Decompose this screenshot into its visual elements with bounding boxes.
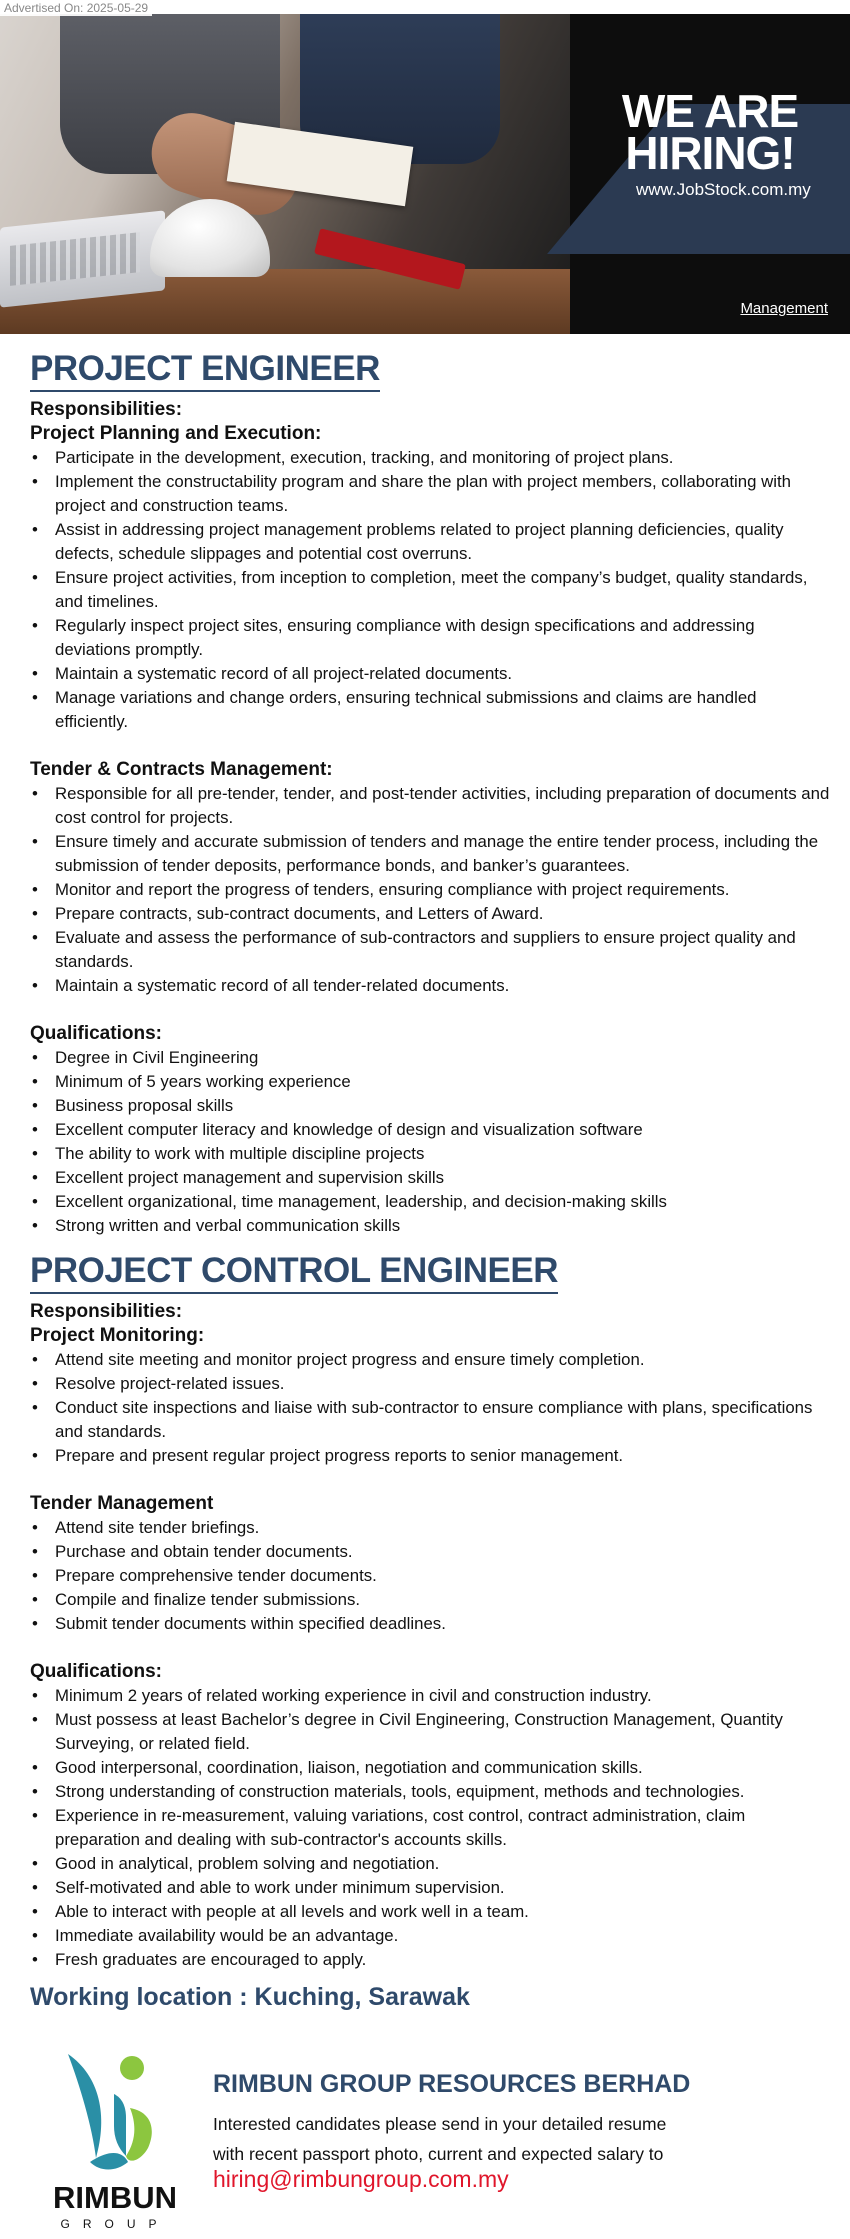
list-item: • Regularly inspect project sites, ensuring compliance with design specifications and addressing deviations promptly. (30, 614, 830, 662)
list-item: • Minimum 2 years of related working experience in civil and construction industry. (30, 1684, 830, 1708)
job1-responsibilities-heading: Responsibilities: (30, 399, 183, 420)
job1-section2-list (30, 782, 830, 998)
list-item: • Strong understanding of construction materials, tools, equipment, methods and technologies. (30, 1780, 830, 1804)
headline-line1: WE ARE (621, 85, 799, 137)
list-item: • Must possess at least Bachelor’s degree in Civil Engineering, Construction Management, Quantity Surveying, or related field. (30, 1708, 830, 1756)
job1-section1-heading: Project Planning and Execution: (30, 423, 322, 444)
list-item: • Able to interact with people at all levels and work well in a team. (30, 1900, 830, 1924)
list-item: • Evaluate and assess the performance of sub-contractors and suppliers to ensure project quality and standards. (30, 926, 830, 974)
company-name: RIMBUN GROUP RESOURCES BERHAD (213, 2070, 691, 2098)
logo-green-leaf (126, 2108, 152, 2161)
job2-section2-heading: Tender Management (30, 1493, 214, 1514)
job2-section2-list (30, 1516, 830, 1636)
engineers-photo (0, 14, 575, 334)
list-item: • Attend site meeting and monitor project progress and ensure timely completion. (30, 1348, 830, 1372)
apply-instructions-line2: with recent passport photo, current and expected salary to (213, 2144, 664, 2164)
list-item: • Excellent project management and supervision skills (30, 1166, 830, 1190)
job2-title: PROJECT CONTROL ENGINEER (30, 1250, 558, 1294)
list-item: • Implement the constructability program and share the plan with project members, collaborating with project and construction teams. (30, 470, 830, 518)
list-item: • Purchase and obtain tender documents. (30, 1540, 830, 1564)
list-item: • Maintain a systematic record of all project-related documents. (30, 662, 830, 686)
apply-email-link[interactable]: hiring@rimbungroup.com.my (213, 2166, 509, 2192)
hiring-banner (0, 14, 850, 334)
list-item: • Conduct site inspections and liaise with sub-contractor to ensure compliance with plans, specifications and standards. (30, 1396, 830, 1444)
list-item: • Maintain a systematic record of all tender-related documents. (30, 974, 830, 998)
list-item: • Minimum of 5 years working experience (30, 1070, 830, 1094)
list-item: • Prepare contracts, sub-contract documents, and Letters of Award. (30, 902, 830, 926)
list-item: • Prepare comprehensive tender documents. (30, 1564, 830, 1588)
list-item: • Good in analytical, problem solving and negotiation. (30, 1852, 830, 1876)
list-item: • Fresh graduates are encouraged to apply. (30, 1948, 830, 1972)
apply-instructions-line1: Interested candidates please send in your detailed resume (213, 2114, 667, 2134)
logo-wordmark: RIMBUN (53, 2180, 177, 2215)
list-item: • Resolve project-related issues. (30, 1372, 830, 1396)
logo-stem (114, 2094, 126, 2156)
headline-line2: HIRING! (625, 127, 795, 179)
list-item: • Degree in Civil Engineering (30, 1046, 830, 1070)
list-item: • Responsible for all pre-tender, tender, and post-tender activities, including preparation of documents and cost control for projects. (30, 782, 830, 830)
job2-qualifications-list (30, 1684, 830, 1972)
list-item: • Monitor and report the progress of tenders, ensuring compliance with project requirements. (30, 878, 830, 902)
job1-section1-list (30, 446, 830, 734)
list-item: • Good interpersonal, coordination, liaison, negotiation and communication skills. (30, 1756, 830, 1780)
job1-section2-heading: Tender & Contracts Management: (30, 759, 333, 780)
working-location: Working location : Kuching, Sarawak (30, 1983, 470, 2011)
job1-qualifications-list (30, 1046, 830, 1238)
list-item: • Assist in addressing project management problems related to project planning deficiencies, quality defects, schedule slippages and potential cost overruns. (30, 518, 830, 566)
job-description (30, 348, 830, 2012)
list-item: • Ensure timely and accurate submission of tenders and manage the entire tender process, including the submission of tender deposits, performance bonds, and banker’s guarantees. (30, 830, 830, 878)
list-item: • Experience in re-measurement, valuing variations, cost control, contract administration, claim preparation and dealing with sub-contractor's accounts skills. (30, 1804, 830, 1852)
list-item: • Attend site tender briefings. (30, 1516, 830, 1540)
rimbun-group-logo (30, 2046, 200, 2231)
job2-qualifications-heading: Qualifications: (30, 1661, 162, 1682)
list-item: • Submit tender documents within specified deadlines. (30, 1612, 830, 1636)
list-item: • Ensure project activities, from inception to completion, meet the company’s budget, quality standards, and timelines. (30, 566, 830, 614)
logo-teal-leaf (68, 2054, 101, 2158)
list-item: • Compile and finalize tender submissions. (30, 1588, 830, 1612)
list-item: • Self-motivated and able to work under minimum supervision. (30, 1876, 830, 1900)
list-item: • Manage variations and change orders, ensuring technical submissions and claims are handled efficiently. (30, 686, 830, 734)
list-item: • Business proposal skills (30, 1094, 830, 1118)
advertised-date: Advertised On: 2025-05-29 (0, 0, 152, 16)
list-item: • Participate in the development, execution, tracking, and monitoring of project plans. (30, 446, 830, 470)
logo-subword: GROUP (60, 2217, 170, 2231)
category-link[interactable]: Management (740, 300, 828, 317)
job1-title: PROJECT ENGINEER (30, 348, 380, 392)
list-item: • Excellent computer literacy and knowledge of design and visualization software (30, 1118, 830, 1142)
job2-responsibilities-heading: Responsibilities: (30, 1301, 183, 1322)
logo-green-dot (120, 2056, 144, 2080)
list-item: • Prepare and present regular project progress reports to senior management. (30, 1444, 830, 1468)
job2-section1-list (30, 1348, 830, 1468)
list-item: • The ability to work with multiple discipline projects (30, 1142, 830, 1166)
list-item: • Immediate availability would be an advantage. (30, 1924, 830, 1948)
job2-section1-heading: Project Monitoring: (30, 1325, 205, 1346)
hiring-headline (585, 85, 835, 179)
list-item: • Excellent organizational, time management, leadership, and decision-making skills (30, 1190, 830, 1214)
job1-qualifications-heading: Qualifications: (30, 1023, 162, 1044)
list-item: • Strong written and verbal communication skills (30, 1214, 830, 1238)
website-link[interactable]: www.JobStock.com.my (636, 180, 811, 199)
